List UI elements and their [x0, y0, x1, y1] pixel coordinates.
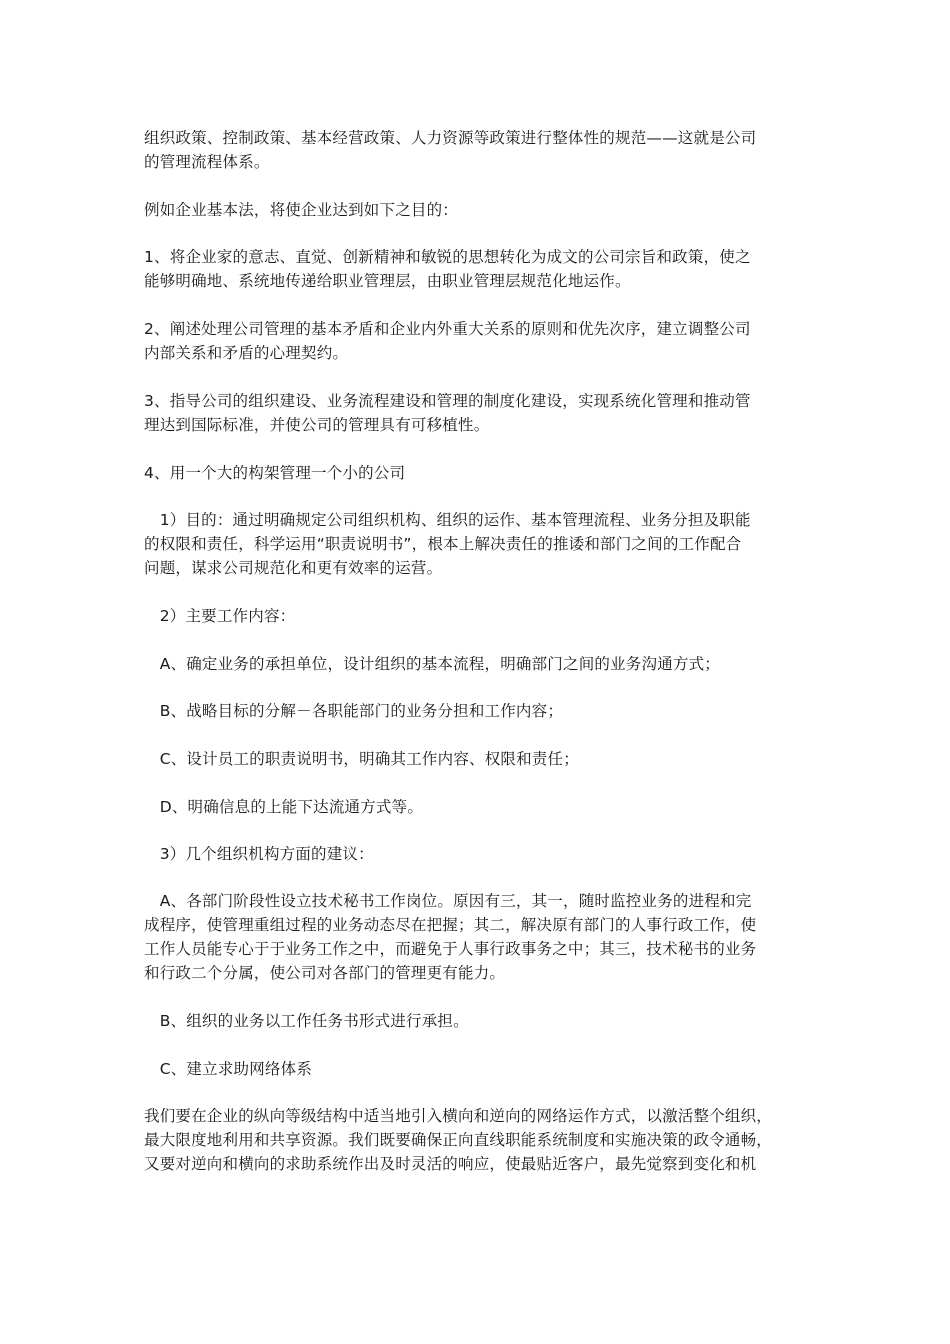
- text-line: 和行政二个分属，使公司对各部门的管理更有能力。: [144, 964, 506, 982]
- paragraph-intro: [144, 198, 804, 222]
- text-line: 组织政策、控制政策、基本经营政策、人力资源等政策进行整体性的规范——这就是公司: [144, 129, 757, 147]
- text-line: B、组织的业务以工作任务书形式进行承担。: [144, 1012, 469, 1030]
- text-line: 理达到国际标准，并使公司的管理具有可移植性。: [144, 416, 490, 434]
- paragraph-work-b: [144, 699, 804, 723]
- text-line: 4、用一个大的构架管理一个小的公司: [144, 464, 406, 482]
- text-line: 1、将企业家的意志、直觉、创新精神和敏锐的思想转化为成文的公司宗旨和政策，使之: [144, 248, 751, 266]
- paragraph-item-3: [144, 389, 804, 437]
- paragraph-suggestion-a: [144, 889, 804, 985]
- text-line: C、建立求助网络体系: [144, 1060, 313, 1078]
- text-line: 内部关系和矛盾的心理契约。: [144, 344, 349, 362]
- paragraph-work-d: [144, 795, 804, 819]
- text-line: 问题，谋求公司规范化和更有效率的运营。: [144, 559, 443, 577]
- text-line: C、设计员工的职责说明书，明确其工作内容、权限和责任；: [144, 750, 579, 768]
- text-line: 1）目的：通过明确规定公司组织机构、组织的运作、基本管理流程、业务分担及职能: [144, 511, 751, 529]
- text-line: 3）几个组织机构方面的建议：: [144, 845, 374, 863]
- text-line: 又要对逆向和横向的求助系统作出及时灵活的响应，使最贴近客户，最先觉察到变化和机: [144, 1155, 757, 1173]
- text-line: 3、指导公司的组织建设、业务流程建设和管理的制度化建设，实现系统化管理和推动管: [144, 392, 751, 410]
- paragraph-suggestion-c: [144, 1057, 804, 1081]
- paragraph-suggestion-b: [144, 1009, 804, 1033]
- text-line: 成程序，使管理重组过程的业务动态尽在把握；其二，解决原有部门的人事行政工作，使: [144, 916, 757, 934]
- text-line: 2、阐述处理公司管理的基本矛盾和企业内外重大关系的原则和优先次序，建立调整公司: [144, 320, 751, 338]
- text-line: 工作人员能专心于于业务工作之中，而避免于人事行政事务之中；其三，技术秘书的业务: [144, 940, 757, 958]
- paragraph-work-a: [144, 652, 804, 676]
- paragraph-purpose: [144, 508, 804, 580]
- text-line: D、明确信息的上能下达流通方式等。: [144, 798, 424, 816]
- paragraph-management-process: [144, 126, 804, 174]
- paragraph-item-2: [144, 317, 804, 365]
- paragraph-work-c: [144, 747, 804, 771]
- text-line: 2）主要工作内容：: [144, 607, 296, 625]
- paragraph-item-4: [144, 461, 804, 485]
- text-line: A、各部门阶段性设立技术秘书工作岗位。原因有三，其一，随时监控业务的进程和完: [144, 892, 752, 910]
- paragraph-suggestions: [144, 842, 804, 866]
- text-line: 的权限和责任，科学运用“职责说明书”，根本上解决责任的推诿和部门之间的工作配合: [144, 535, 742, 553]
- text-line: 的管理流程体系。: [144, 153, 270, 171]
- text-line: 我们要在企业的纵向等级结构中适当地引入横向和逆向的网络运作方式，以激活整个组织，: [144, 1107, 773, 1125]
- text-line: B、战略目标的分解－各职能部门的业务分担和工作内容；: [144, 702, 564, 720]
- paragraph-network: [144, 1104, 804, 1176]
- text-line: 例如企业基本法，将使企业达到如下之目的：: [144, 201, 459, 219]
- text-line: 能够明确地、系统地传递给职业管理层，由职业管理层规范化地运作。: [144, 272, 631, 290]
- paragraph-main-work: [144, 604, 804, 628]
- text-line: 最大限度地利用和共享资源。我们既要确保正向直线职能系统制度和实施决策的政令通畅，: [144, 1131, 773, 1149]
- text-line: A、确定业务的承担单位，设计组织的基本流程，明确部门之间的业务沟通方式；: [144, 655, 721, 673]
- paragraph-item-1: [144, 245, 804, 293]
